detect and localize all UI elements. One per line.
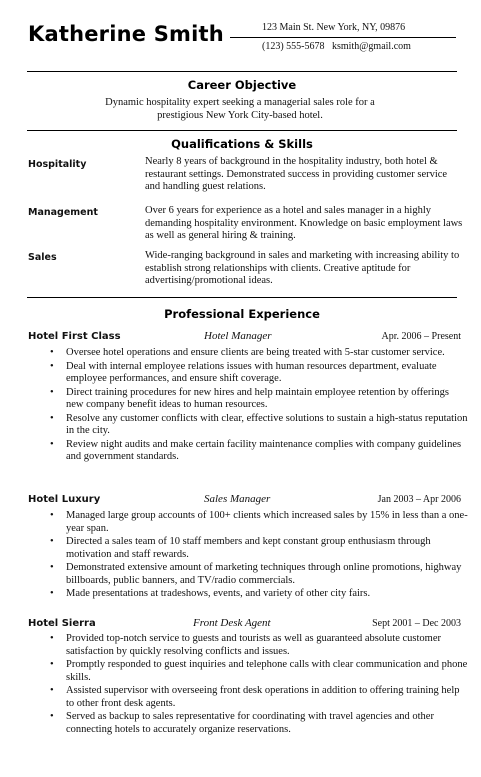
email: ksmith@gmail.com [332,41,411,52]
address: 123 Main St. New York, NY, 09876 [262,22,406,33]
job-title: Sales Manager [204,493,271,505]
list-item: • Directed a sales team of 10 staff members and kept constant group enthusiasm through motivation and staff rewards. [50,536,468,561]
list-item: • Oversee hotel operations and ensure clients are being treated with 5-star customer service. [50,347,468,360]
list-item: • Resolve any customer conflicts with clear, effective solutions to sustain a high-status reputation in the city. [50,413,468,438]
contact-line [262,41,411,52]
phone: (123) 555-5678 [262,41,325,52]
list-item: • Deal with internal employee relations issues with human resources department, evaluate employee performances, and ensure shift coverage. [50,361,468,386]
qualification-label: Sales [28,252,57,263]
job-bullets [50,510,468,602]
qualification-label: Hospitality [28,159,87,170]
job-company: Hotel Luxury [28,494,101,505]
job-dates: Jan 2003 – Apr 2006 [377,494,461,505]
qualifications-heading: Qualifications & Skills [171,137,313,151]
job-company: Hotel First Class [28,331,121,342]
candidate-name: Katherine Smith [28,22,224,46]
section-divider [27,130,457,131]
job-dates: Sept 2001 – Dec 2003 [372,618,461,629]
list-item: • Managed large group accounts of 100+ clients which increased sales by 15% in less than a one-year span. [50,510,468,535]
section-divider [27,71,457,72]
contact-divider [230,37,456,38]
list-item: • Assisted supervisor with overseeing front desk operations in addition to offering training help to other front desk agents. [50,685,468,710]
experience-heading: Professional Experience [164,307,320,321]
qualification-text: Nearly 8 years of background in the hospitality industry, both hotel & restaurant settings. Demonstrated success in providing customer service and handling guest relations. [145,156,448,192]
section-divider [27,297,457,298]
job-bullets [50,347,468,465]
list-item: • Demonstrated extensive amount of marketing techniques through online promotions, highway billboards, public banners, and TV/radio commercials. [50,562,468,587]
qualification-text: Wide-ranging background in sales and marketing with increasing ability to establish strong relationships with clients. Creative aptitude for advertising/promotional ideas. [145,250,460,286]
objective-text: Dynamic hospitality expert seeking a managerial sales role for a prestigious New York City-based hotel. [105,97,375,121]
list-item: • Direct training procedures for new hires and help maintain employee retention by offerings new company benefit ideas to human resources. [50,387,468,412]
job-company: Hotel Sierra [28,618,96,629]
list-item: • Served as backup to sales representative for coordinating with travel agencies and other connecting hotels to accurately organize reservations. [50,711,468,736]
list-item: • Promptly responded to guest inquiries and telephone calls with clear communication and phone skills. [50,659,468,684]
job-title: Front Desk Agent [193,617,271,629]
list-item: • Review night audits and make certain facility maintenance complies with company guidelines and government standards. [50,439,468,464]
list-item: • Made presentations at tradeshows, events, and variety of other city fairs. [50,588,468,601]
objective-heading: Career Objective [187,78,297,92]
qualification-text: Over 6 years for experience as a hotel and sales manager in a highly demanding hospitality environment. Knowledge on basic employment laws as well as general hiring & training. [145,205,463,241]
job-bullets [50,633,468,737]
list-item: • Provided top-notch service to guests and tourists as well as guaranteed absolute customer satisfaction by quickly resolving conflicts and issues. [50,633,468,658]
qualification-label: Management [28,207,98,218]
job-title: Hotel Manager [204,330,272,342]
job-dates: Apr. 2006 – Present [381,331,461,342]
